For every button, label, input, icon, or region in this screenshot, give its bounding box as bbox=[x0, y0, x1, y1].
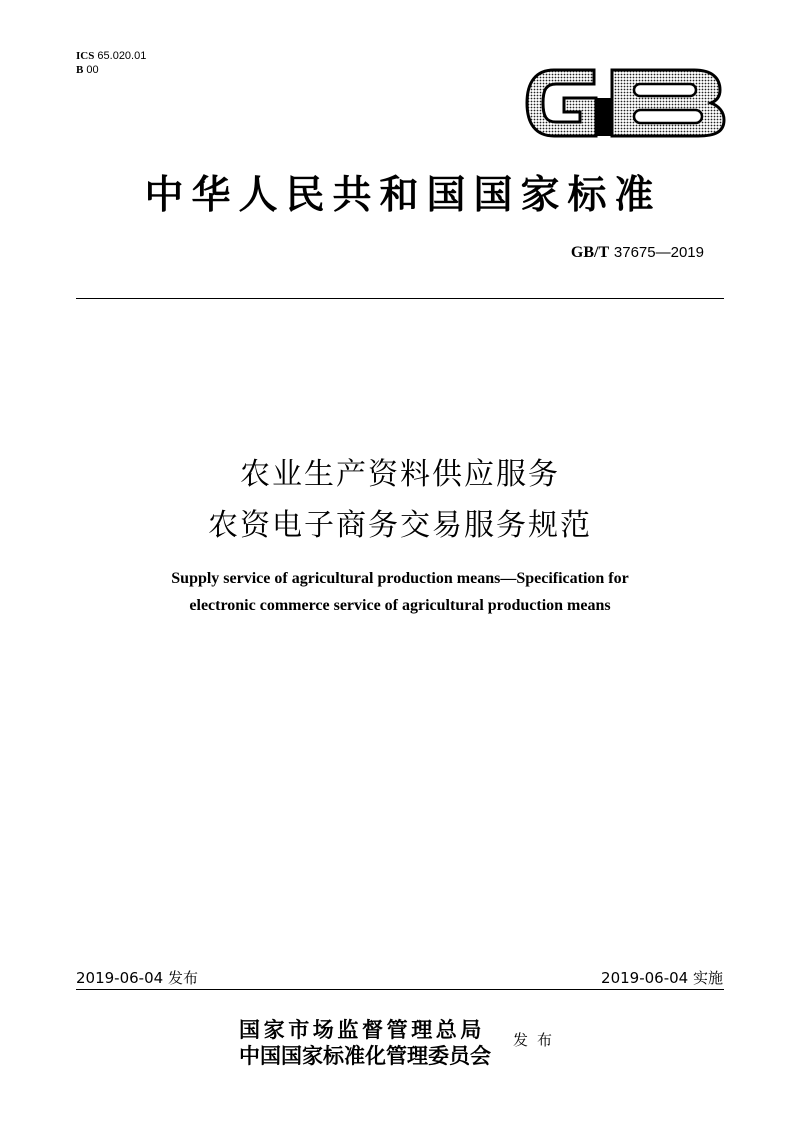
title-cn-line1: 农业生产资料供应服务 bbox=[240, 457, 560, 492]
title-en-line2: electronic commerce service of agricultural production means bbox=[189, 597, 611, 614]
standard-name: 中华人民共和国国家标准 bbox=[144, 172, 662, 218]
effective-date: 2019-06-04 实施 bbox=[601, 969, 723, 987]
ics-line bbox=[76, 49, 146, 63]
gb-logo-icon bbox=[524, 64, 730, 142]
issuer-line2: 中国国家标准化管理委员会 bbox=[239, 1043, 491, 1068]
issuer-line1: 国家市场监督管理总局 bbox=[239, 1017, 485, 1042]
title-cn-line2: 农资电子商务交易服务规范 bbox=[208, 508, 592, 543]
publish-date: 2019-06-04 发布 bbox=[76, 969, 198, 987]
ccs-key: B bbox=[76, 64, 84, 76]
standard-code bbox=[571, 243, 704, 262]
standard-code-number: 37675—2019 bbox=[613, 244, 704, 261]
ics-key: ICS bbox=[76, 50, 95, 62]
top-divider bbox=[76, 298, 724, 299]
title-en-line1: Supply service of agricultural production means—Specification for bbox=[171, 570, 629, 587]
ccs-line bbox=[76, 63, 146, 77]
standard-code-prefix: GB/T bbox=[570, 244, 610, 261]
bottom-divider bbox=[76, 989, 724, 990]
ccs-value: 00 bbox=[86, 64, 99, 76]
classification-codes bbox=[76, 49, 146, 77]
issue-label: 发布 bbox=[513, 1031, 562, 1049]
ics-value: 65.020.01 bbox=[97, 50, 147, 62]
